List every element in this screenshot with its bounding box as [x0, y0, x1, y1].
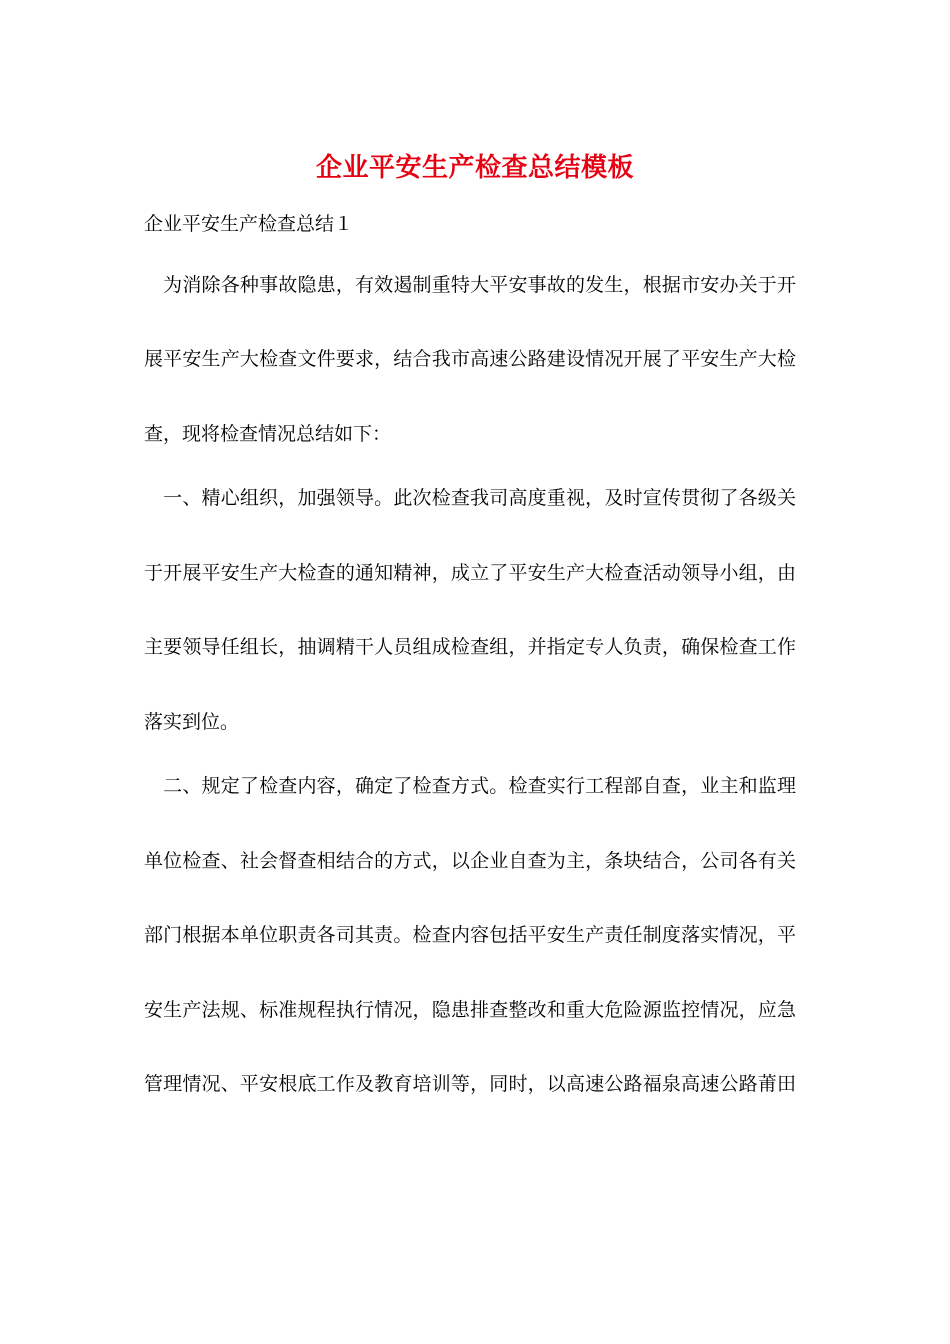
body-line: 管理情况、平安根底工作及教育培训等，同时，以高速公路福泉高速公路莆田 [144, 1073, 796, 1095]
body-line: 展平安生产大检查文件要求，结合我市高速公路建设情况开展了平安生产大检 [144, 348, 796, 370]
body-line: 主要领导任组长，抽调精干人员组成检查组，并指定专人负责，确保检查工作 [144, 636, 796, 658]
body-line: 二、规定了检查内容，确定了检查方式。检查实行工程部自查，业主和监理 [144, 775, 796, 797]
document-title: 企业平安生产检查总结模板 [315, 153, 634, 183]
body-line: 于开展平安生产大检查的通知精神，成立了平安生产大检查活动领导小组，由 [144, 562, 796, 584]
body-line: 落实到位。 [144, 711, 240, 733]
body-line: 单位检查、社会督查相结合的方式，以企业自查为主，条块结合，公司各有关 [144, 850, 796, 872]
body-line: 部门根据本单位职责各司其责。检查内容包括平安生产责任制度落实情况，平 [144, 924, 796, 946]
body-line: 一、精心组织，加强领导。此次检查我司高度重视，及时宣传贯彻了各级关 [144, 487, 796, 509]
section-heading: 企业平安生产检查总结１ [144, 213, 354, 235]
body-line: 为消除各种事故隐患，有效遏制重特大平安事故的发生，根据市安办关于开 [144, 274, 796, 296]
body-line: 安生产法规、标准规程执行情况，隐患排查整改和重大危险源监控情况，应急 [144, 999, 796, 1021]
body-line: 查，现将检查情况总结如下： [144, 423, 392, 445]
